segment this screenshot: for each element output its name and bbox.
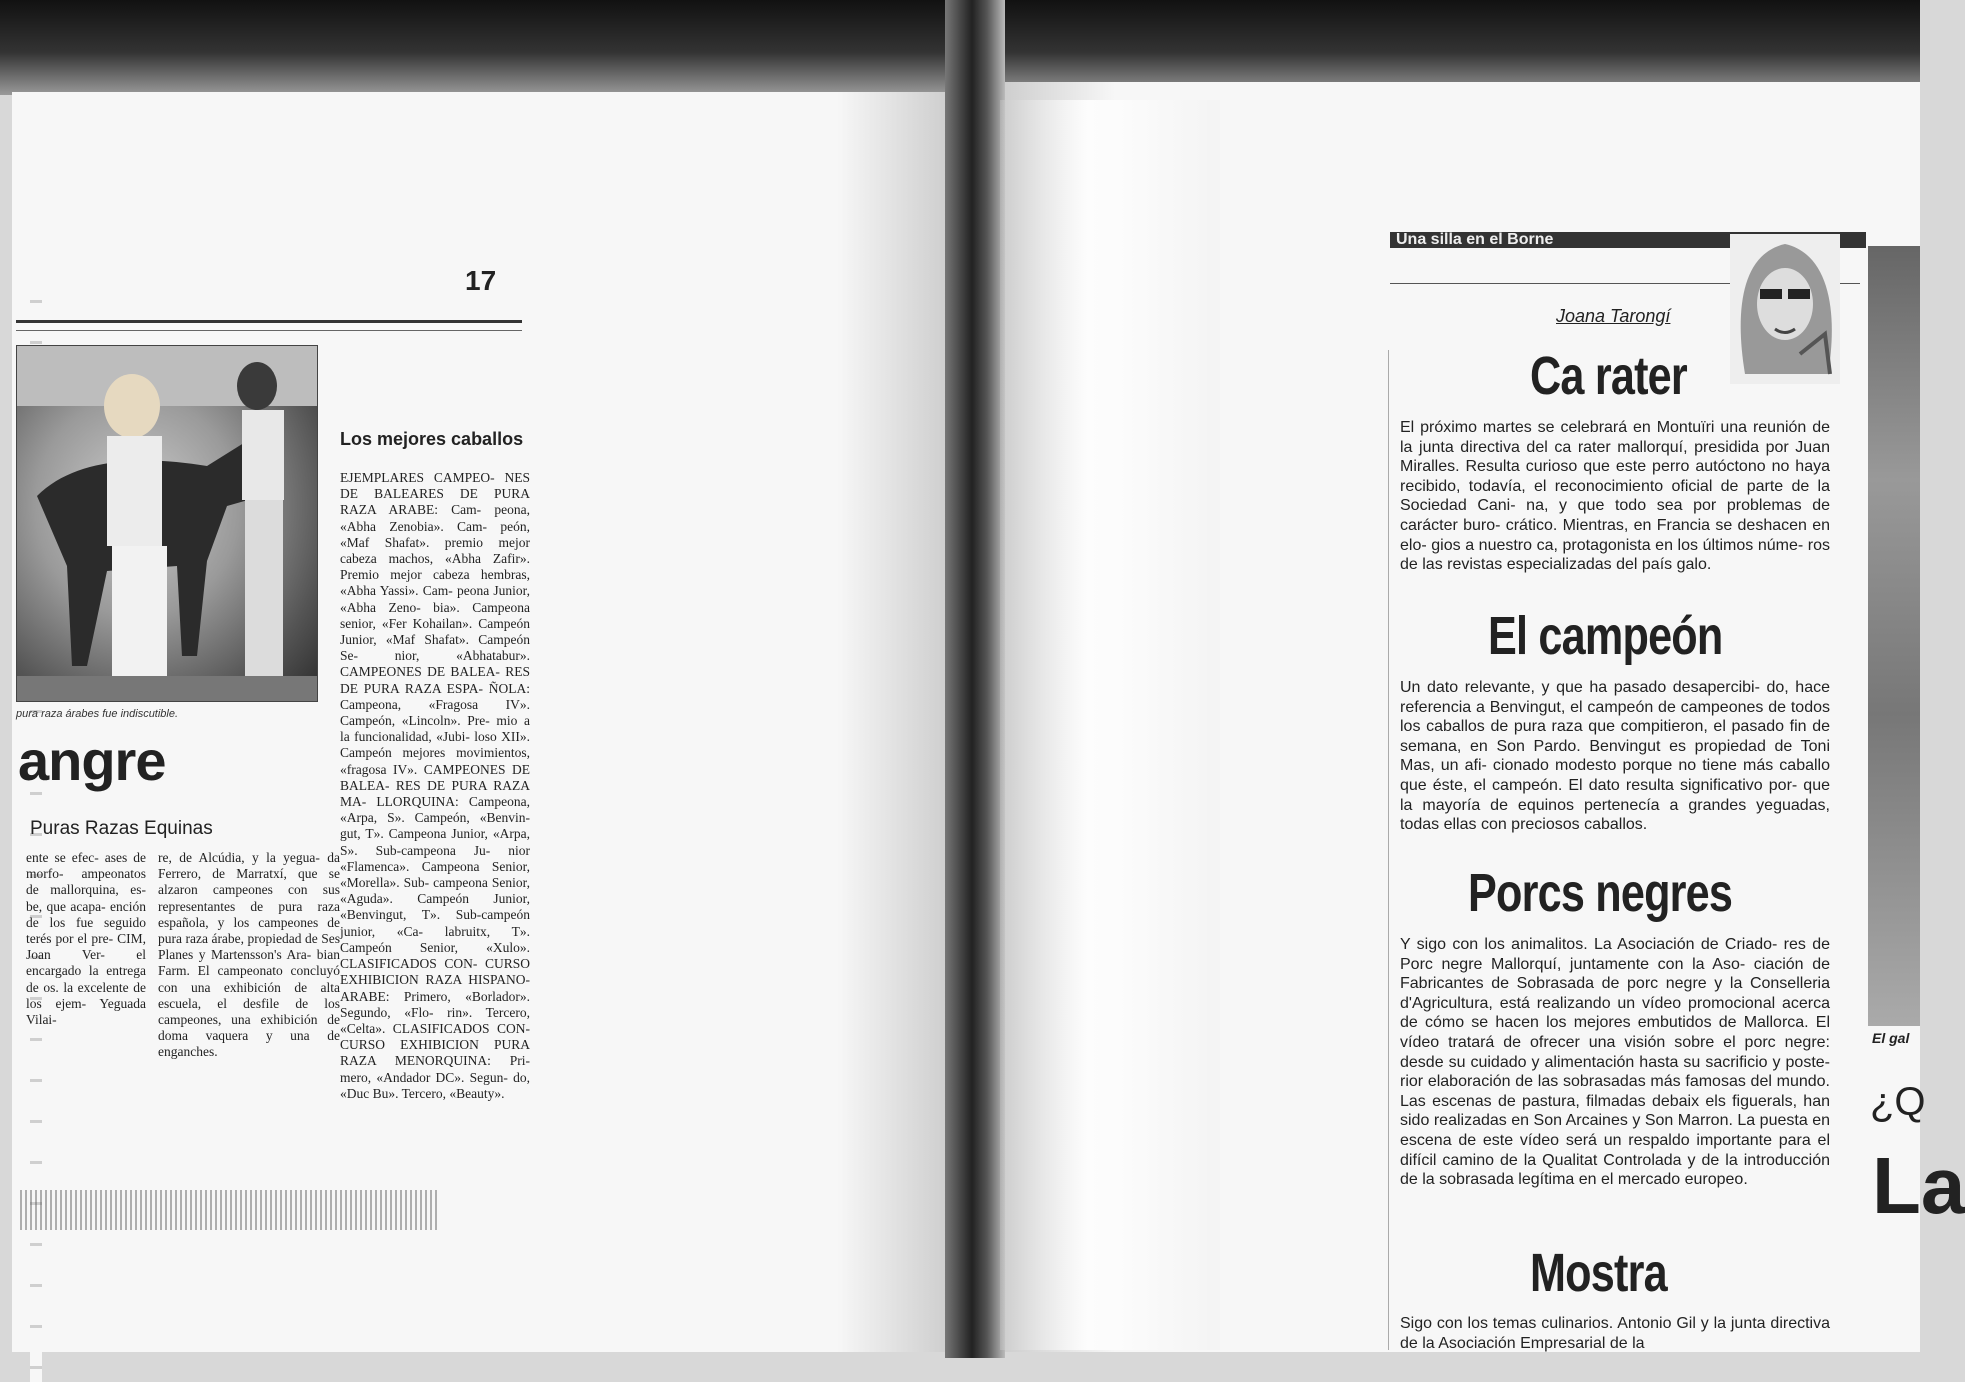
author-portrait-illustration [1730,234,1840,384]
adjacent-caption: El gal [1872,1030,1910,1046]
section-text-mostra: Sigo con los temas culinarios. Antonio Gil y la junta directiva de la Asociación Empresarial de la [1400,1315,1830,1352]
column-banner: Una silla en el Borne [1390,232,1866,248]
section-text-porcs-negres: Y sigo con los animalitos. La Asociación de Criado- res de Porc negre Mallorquí, juntamente con la Aso- ciación de Fabricantes de Sobrasada de porc negre y la Conselleria d'Agricultura, está realizando un vídeo promocional acerca de cómo se hacen los mejores embutidos de Mallorca. El vídeo tratará de ofrecer una visión sobre el porc negre: desde su cuidado y alimentación hasta su sacrificio y poste- rior elaboración de las sobrasadas más famosas del mundo. Las escenas de pastura, filmadas debaix els figuerals, han sido realizadas en Son Arcaines y Son Marron. La puesta en escena de este vídeo será un respaldo importante para el difícil camino de la Qualitat Controlada y de la introducción de la sobrasada legítima en el mercado europeo. [1400,936,1830,1189]
section-text-campeon: Un dato relevante, y que ha pasado desapercibi- do, hace referencia a Benvingut, el campeón de campeones de todos los caballos de pura raza que compitieron, el pasado fin de semana, en Son Pardo. Benvingut es propiedad de Toni Mas, un afi- cionado modesto porque no tiene más caballo que éste, el campeón. El dato resulta significativo por- que la mayoría de equinos pertenecía a grandes yeguadas, todas ellas con preciosos caballos. [1400,679,1830,834]
adjacent-photo-edge [1868,246,1920,1026]
book-gutter [945,0,1005,1358]
results-heading: Los mejores caballos [340,429,524,449]
horse-photo [16,345,318,702]
section-text-ca-rater: El próximo martes se celebrará en Montuïri una reunión de la junta directiva del ca rater mallorquí, presidida por Juan Miralles. Resulta curioso que este perro autóctono no haya recibido, todavía, el reconocimiento oficial de parte de la Sociedad Cani- na, y que todo sea por problemas de carácter buro- crático. Mientras, en Francia se deshacen en elo- gios a nuestro ca, protagonista en los últimos núme- ros de las revistas especializadas del país galo. [1400,419,1830,574]
section-heading-ca-rater: Ca rater [1530,346,1687,406]
scan-smear [20,1190,440,1230]
photo-caption: pura raza árabes fue indiscutible. [16,708,179,720]
section-heading-campeon: El campeón [1488,606,1723,666]
article-column-2: re, de Alcúdia, y la yegua- da Ferrero, de Marratxí, que se alzaron campeones con sus representantes de pura raza española, y los campeones de pura raza árabe, propiedad de Ses Planes y Martensson's Ara- bian Farm. El campeonato concluyó con una exhibición de alta escuela, el desfile de los campeones, una exhibición de doma vaquera y una de enganches. [158,850,340,1060]
section-heading-mostra: Mostra [1530,1243,1667,1303]
author-portrait [1730,234,1840,384]
article-column-1: ente se efec- ases de morfo- ampeonatos de mallorquina, es- be, que acapa- ención de los fue seguido terés por el pre- CIM, Joan Ver- el encargado la entrega de os. la excelente de los ejem- Yeguada Vilai- [26,850,146,1028]
section-heading-porcs-negres: Porcs negres [1468,863,1733,923]
adjacent-headline-fragment: ¿Q [1870,1080,1926,1124]
page-glare [1000,100,1220,1350]
column-divider [1388,350,1389,1350]
article-headline: angre [18,729,166,792]
page-number: 17 [465,265,497,296]
top-rule [16,320,522,323]
results-column: EJEMPLARES CAMPEO- NES DE BALEARES DE PURA RAZA ARABE: Cam- peona, «Abha Zenobia». Cam- peón, «Maf Shafat». premio mejor cabeza machos, «Abha Zafir». Premio mejor cabeza hembras, «Abha Yassi». Cam- peona Junior, «Abha Zeno- bia». Campeona senior, «Fer Kohailan». Campeón Junior, «Maf Shafat». Campeón Se- nior, «Abhatabur». CAMPEONES DE BALEA- RES DE PURA RAZA ESPA- ÑOLA: Campeona, «Fragosa IV». Campeón, «Lincoln». Pre- mio a la funcionalidad, «Jubi- loso XII». Campeón mejores movimientos, «fragosa IV». CAMPEONES DE BALEA- RES DE PURA RAZA MA- LLORQUINA: Campeona, «Arpa, S». Campeón, «Benvin- gut, T». Campeona Junior, «Arpa, S». Sub-campeona Ju- nior «Flamenca». Campeona Senior, «Morella». Sub- campeona Senior, «Aguda». Campeón Junior, «Benvingut, T». Sub-campeón junior, «Ca- labruitx, T». Campeón Senior, «Xulo». CLASIFICADOS CON- CURSO EXHIBICION RAZA HISPANO-ARABE: Primero, «Borlador». Segundo, «Flo- rin». Tercero, «Celta». CLASIFICADOS CON- CURSO EXHIBICION PURA RAZA MENORQUINA: Pri- mero, «Andador DC». Segun- do, «Duc Bu». Tercero, «Beauty». [340,470,530,1101]
horse-and-handlers-illustration [17,346,317,701]
thin-rule [16,330,522,331]
author-byline: Joana Tarongí [1556,306,1671,326]
adjacent-headline-fragment-2: La [1872,1141,1965,1230]
article-subheadline: Puras Razas Equinas [30,818,213,839]
page-curl-shade [837,92,957,1352]
